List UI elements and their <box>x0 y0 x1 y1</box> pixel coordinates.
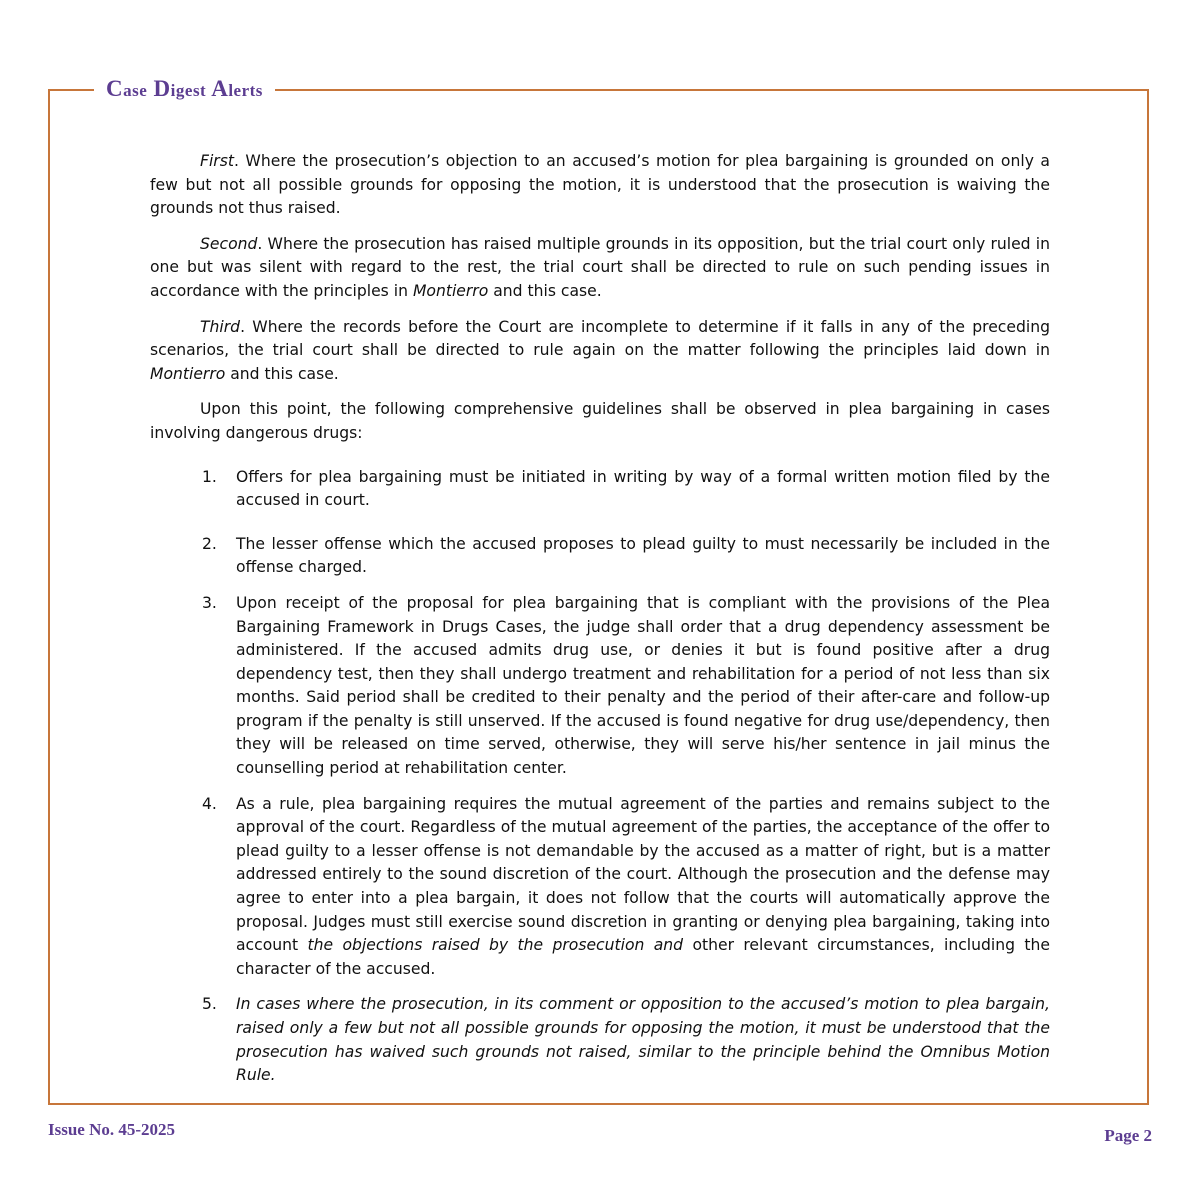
page-number: Page 2 <box>1104 1126 1152 1145</box>
list-item <box>150 466 1050 513</box>
paragraph-second <box>150 233 1050 304</box>
title-initial: D <box>153 76 171 101</box>
list-number: 1. <box>202 467 217 486</box>
list-item <box>150 592 1050 781</box>
title-rest: lerts <box>228 81 263 100</box>
list-text: Offers for plea bargaining must be initiated in writing by way of a formal written motion filed by the accused in court. <box>236 467 1050 510</box>
list-number: 4. <box>202 794 217 813</box>
list-number: 2. <box>202 534 217 553</box>
lead-word: First <box>200 152 234 170</box>
paragraph-text: . Where the records before the Court are incomplete to determine if it falls in any of the preceding scenarios, the trial court shall be directed to rule again on the matter following the principles laid down in <box>150 317 1050 360</box>
paragraph-text: and this case. <box>488 281 602 300</box>
title-initial: C <box>106 76 124 101</box>
paragraph-intro-guidelines: Upon this point, the following comprehensive guidelines shall be observed in plea bargaining in cases involving dangerous drugs: <box>150 400 1050 442</box>
list-text: The lesser offense which the accused proposes to plead guilty to must necessarily be included in the offense charged. <box>236 534 1050 577</box>
case-name: Montierro <box>150 364 226 383</box>
list-text: As a rule, plea bargaining requires the mutual agreement of the parties and remains subject to the approval of the court. Regardless of the mutual agreement of the parties, the acceptance of the offer to plead guilty to a lesser offense is not demandable by the accused as a matter of right, but is a matter addressed entirely to the sound discretion of the court. Although the prosecution and the defense may agree to enter into a plea bargain, it does not follow that the courts will automatically approve the proposal. Judges must still exercise sound discretion in granting or denying plea bargaining, taking into account <box>236 794 1050 955</box>
issue-number: Issue No. 45-2025 <box>48 1120 176 1139</box>
list-number: 5. <box>202 995 217 1014</box>
paragraph-first <box>150 150 1050 221</box>
paragraph-text: and this case. <box>225 364 339 383</box>
lead-word: Second <box>200 234 258 253</box>
section-title <box>94 74 275 106</box>
paragraph-text: . Where the prosecution’s objection to an accused’s motion for plea bargaining is grounded on only a few but not all possible grounds for opposing the motion, it is understood that the prosecution is waiving the grounds not thus raised. <box>150 152 1050 218</box>
list-text: other relevant circumstances, including the character of the accused. <box>236 936 1050 978</box>
list-item <box>150 993 1050 1087</box>
list-item <box>150 793 1050 982</box>
title-rest: ase <box>123 81 148 100</box>
paragraph-text: . Where the prosecution has raised multiple grounds in its opposition, but the trial court only ruled in one but was silent with regard to the rest, the trial court shall be directed to rule on such pending issues in accordance with the principles in <box>150 234 1050 300</box>
list-text: In cases where the prosecution, in its comment or opposition to the accused’s motion to plea bargain, raised only a few but not all possible grounds for opposing the motion, it must be understood that the prosecution has waived such grounds not raised, similar to the principle behind the Omnibus Motion Rule. <box>236 995 1050 1085</box>
list-item <box>150 533 1050 580</box>
title-rest: igest <box>170 81 207 100</box>
paragraph-third <box>150 316 1050 387</box>
list-number: 3. <box>202 593 217 612</box>
guidelines-list <box>150 466 1050 1088</box>
lead-word: Third <box>200 317 241 336</box>
list-text: Upon receipt of the proposal for plea bargaining that is compliant with the provisions of the Plea Bargaining Framework in Drugs Cases, the judge shall order that a drug dependency assessment be administered. If the accused admits drug use, or denies it but is found positive after a drug dependency test, then they shall undergo treatment and rehabilitation for a period of not less than six months. Said period shall be credited to their penalty and the period of their after-care and follow-up program if the penalty is still unserved. If the accused is found negative for drug use/dependency, then they will be released on time served, otherwise, they will serve his/her sentence in jail minus the counselling period at rehabilitation center. <box>236 593 1050 778</box>
case-name: Montierro <box>412 281 489 300</box>
document-body <box>150 150 1050 1100</box>
list-italic-text: the objections raised by the prosecution and <box>307 936 684 955</box>
title-initial: A <box>211 76 229 101</box>
